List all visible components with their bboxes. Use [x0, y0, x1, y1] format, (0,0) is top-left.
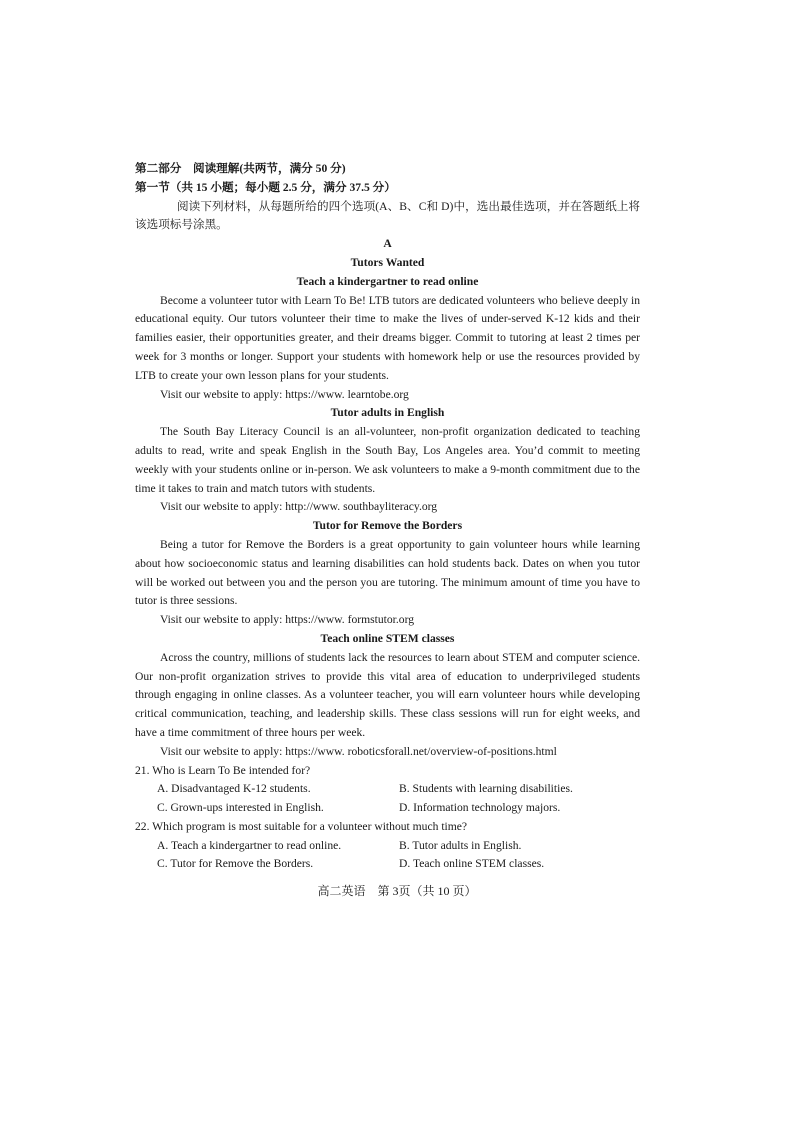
passage-section: [135, 517, 640, 630]
passage-section: [135, 630, 640, 762]
option-a[interactable]: A. Teach a kindergartner to read online.: [157, 838, 342, 852]
section-heading-2: Tutor adults in English: [330, 406, 445, 420]
question-stem: 21. Who is Learn To Be intended for?: [135, 763, 311, 777]
passage-title: Tutors Wanted: [350, 255, 425, 269]
section-website-1: Visit our website to apply: https://www. learntobe.org: [160, 387, 409, 401]
section-body-4: Across the country, millions of students lack the resources to learn about STEM and computer science. Our non-profit organization strives to provide this vital area of education to underprivileged students through engaging in online classes. As a volunteer teacher, you will earn volunteer hours while developing critical communication, teaching, and leadership skills. These class sessions will run for eight weeks, and have a time commitment of three hours per week.: [135, 650, 640, 739]
option-c[interactable]: C. Tutor for Remove the Borders.: [157, 857, 314, 871]
passage-letter: A: [383, 237, 392, 251]
option-d[interactable]: D. Teach online STEM classes.: [399, 857, 545, 871]
section-website-3: Visit our website to apply: https://www. formstutor.org: [160, 613, 415, 627]
question-22: [135, 818, 640, 874]
question-options: [135, 780, 640, 818]
section-heading: 第一节（共 15 小题；每小题 2.5 分，满分 37.5 分）: [135, 180, 396, 194]
question-options: [135, 837, 640, 875]
option-b[interactable]: B. Tutor adults in English.: [399, 838, 522, 852]
section-heading-4: Teach online STEM classes: [320, 631, 455, 645]
passage-section: [135, 273, 640, 405]
section-website-4: Visit our website to apply: https://www. roboticsforall.net/overview-of-positions.html: [160, 744, 557, 758]
section-heading-1: Teach a kindergartner to read online: [296, 274, 479, 288]
passage-section: [135, 404, 640, 517]
part-heading: 第二部分 阅读理解(共两节，满分 50 分): [135, 162, 346, 175]
instruction-text: 阅读下列材料，从每题所给的四个选项(A、B、C和 D)中，选出最佳选项，并在答题纸上将该选项标号涂黑。: [135, 199, 640, 232]
question-21: [135, 762, 640, 818]
option-c[interactable]: C. Grown-ups interested in English.: [157, 801, 324, 815]
exam-page: [135, 160, 640, 874]
option-b[interactable]: B. Students with learning disabilities.: [399, 782, 573, 796]
section-body-3: Being a tutor for Remove the Borders is a great opportunity to gain volunteer hours while learning about how socioeconomic status and learning disabilities can hold students back. Dates on when you tutor will be worked out between you and the person you are tutoring. The minimum amount of time you have to tutor is three sessions.: [135, 537, 640, 608]
section-heading-3: Tutor for Remove the Borders: [312, 519, 463, 533]
option-a[interactable]: A. Disadvantaged K-12 students.: [157, 782, 311, 796]
section-body-1: Become a volunteer tutor with Learn To Be! LTB tutors are dedicated volunteers who believe deeply in educational equity. Our tutors volunteer their time to make the lives of under-served K-12 kids and their families easier, their opportunities greater, and their dreams bigger. Commit to tutoring at least 2 times per week for 3 months or longer. Support your students with homework help or use the resources provided by LTB to create your own lesson plans for your students.: [135, 293, 640, 382]
section-website-2: Visit our website to apply: http://www. southbayliteracy.org: [160, 500, 438, 514]
question-stem: 22. Which program is most suitable for a volunteer without much time?: [135, 819, 468, 833]
section-body-2: The South Bay Literacy Council is an all-volunteer, non-profit organization dedicated to teaching adults to read, write and speak English in the South Bay, Los Angeles area. You’d commit to meeting weekly with your students online or in-person. We ask volunteers to make a 9-month commitment due to the time it takes to train and match tutors with students.: [135, 425, 640, 495]
page-footer: 高二英语 第 3页（共 10 页）: [317, 884, 477, 898]
option-d[interactable]: D. Information technology majors.: [399, 801, 561, 815]
